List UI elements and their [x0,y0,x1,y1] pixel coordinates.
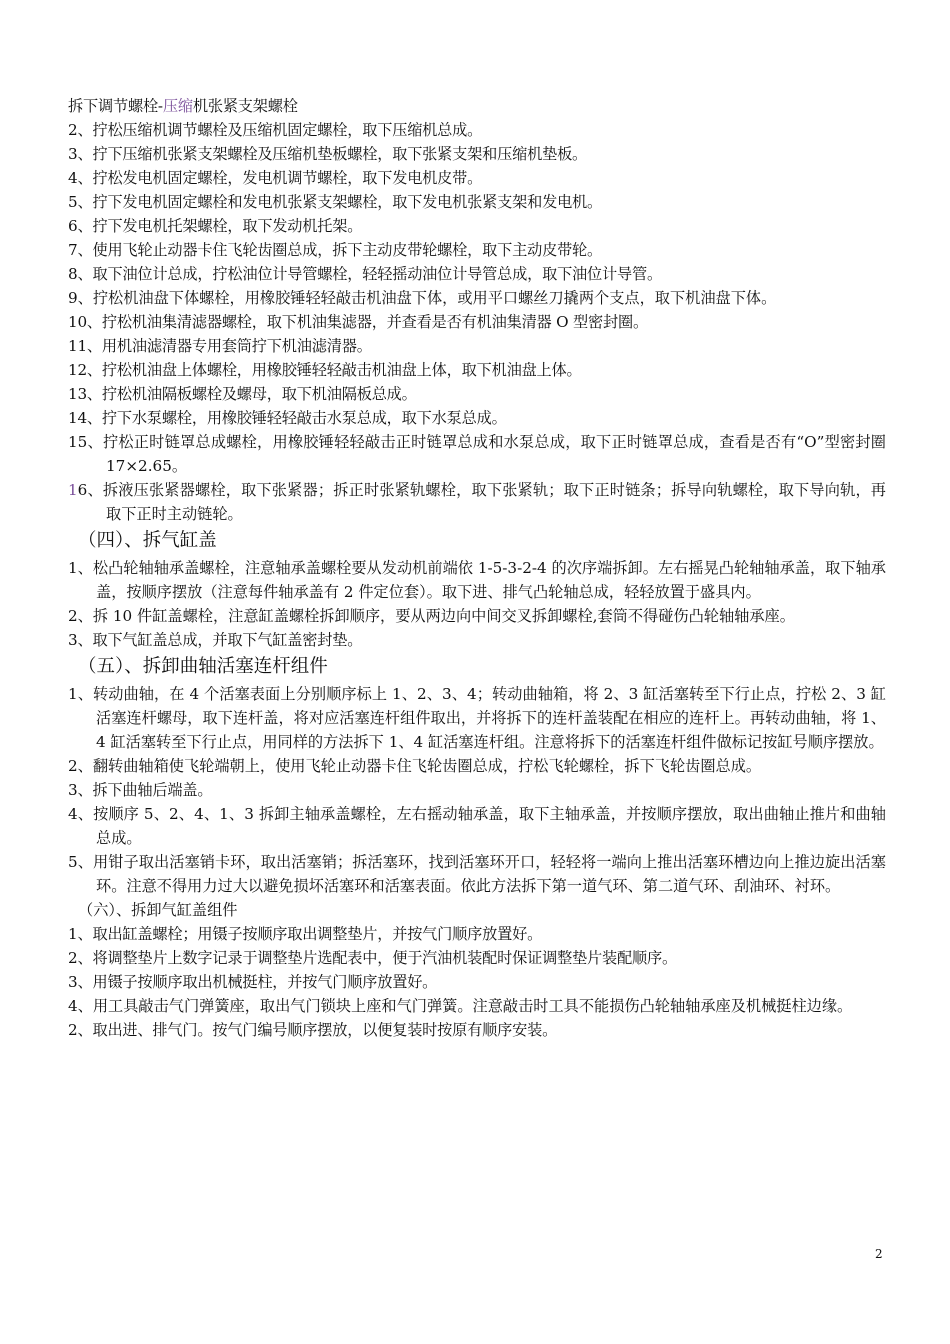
step-4: 4、拧松发电机固定螺栓，发电机调节螺栓，取下发电机皮带。 [68,169,483,187]
highlighted-text: 压缩 [162,97,193,115]
section-heading-5: （五）、拆卸曲轴活塞连杆组件 [78,656,328,677]
section-heading-4: （四）、拆气缸盖 [78,530,217,551]
step-8: 8、取下油位计总成，拧松油位计导管螺栓，轻轻摇动油位计导管总成，取下油位计导管。 [68,265,662,283]
section6-step-2: 2、将调整垫片上数字记录于调整垫片选配表中，便于汽油机装配时保证调整垫片装配顺序。 [68,949,677,967]
page-number: 2 [875,1247,883,1261]
section4-step-1: 1、松凸轮轴轴承盖螺栓，注意轴承盖螺栓要从发动机前端依 1-5-3-2-4 的次序端拆卸。左右摇晃凸轮轴轴承盖，取下轴承盖，按顺序摆放（注意每件轴承盖有 2 件定位套）。取下进、排气凸轮轴总成，轻轻放置于盛具内。 [68,559,886,601]
step-9: 9、拧松机油盘下体螺栓，用橡胶锤轻轻敲击机油盘下体，或用平口螺丝刀撬两个支点，取下机油盘下体。 [68,289,777,307]
section6-step-3: 3、用镊子按顺序取出机械挺柱，并按气门顺序放置好。 [68,973,438,991]
step-7: 7、使用飞轮止动器卡住飞轮齿圈总成，拆下主动皮带轮螺栓，取下主动皮带轮。 [68,241,603,259]
section-heading-6: （六）、拆卸气缸盖组件 [78,901,238,919]
section5-step-5: 5、用钳子取出活塞销卡环，取出活塞销；拆活塞环，找到活塞环开口，轻轻将一端向上推出活塞环槽边向上推边旋出活塞环。注意不得用力过大以避免损坏活塞环和活塞表面。依此方法拆下第一道气环、第二道气环、刮油环、衬环。 [68,853,886,895]
highlighted-text: 1 [68,481,78,499]
step-2: 2、拧松压缩机调节螺栓及压缩机固定螺栓，取下压缩机总成。 [68,121,483,139]
section6-step-1: 1、取出缸盖螺栓；用镊子按顺序取出调整垫片，并按气门顺序放置好。 [68,925,543,943]
step-11: 11、用机油滤清器专用套筒拧下机油滤清器。 [68,337,372,355]
text-run: 机张紧支架螺栓 [192,97,298,115]
section5-step-1: 1、转动曲轴，在 4 个活塞表面上分别顺序标上 1、2、3、4；转动曲轴箱，将 2、3 缸活塞转至下行止点，拧松 2、3 缸活塞连杆螺母，取下连杆盖，将对应活塞连杆组件取出，并将拆下的连杆盖装配在相应的连杆上。再转动曲轴，将 1、4 缸活塞转至下行止点，用同样的方法拆下 1、4 缸活塞连杆组。注意将拆下的活塞连杆组件做标记按缸号顺序摆放。 [68,685,886,751]
step-10: 10、拧松机油集清滤器螺栓，取下机油集滤器，并查看是否有机油集清器 O 型密封圈。 [68,313,648,331]
section5-step-2: 2、翻转曲轴箱使飞轮端朝上，使用飞轮止动器卡住飞轮齿圈总成，拧松飞轮螺栓，拆下飞轮齿圈总成。 [68,757,762,775]
step-15: 15、拧松正时链罩总成螺栓，用橡胶锤轻轻敲击正时链罩总成和水泵总成，取下正时链罩总成，查看是否有“O”型密封圈 17×2.65。 [68,433,886,475]
step-5: 5、拧下发电机固定螺栓和发电机张紧支架螺栓，取下发电机张紧支架和发电机。 [68,193,603,211]
step-3: 3、拧下压缩机张紧支架螺栓及压缩机垫板螺栓，取下张紧支架和压缩机垫板。 [68,145,588,163]
step-14: 14、拧下水泵螺栓，用橡胶锤轻轻敲击水泵总成，取下水泵总成。 [68,409,507,427]
section4-step-3: 3、取下气缸盖总成，并取下气缸盖密封垫。 [68,631,363,649]
text-line [68,94,886,118]
step-6: 6、拧下发电机托架螺栓，取下发动机托架。 [68,217,363,235]
text-run: 6、拆液压张紧器螺栓，取下张紧器；拆正时张紧轨螺栓，取下张紧轨；取下正时链条；拆导向轨螺栓，取下导向轨，再取下正时主动链轮。 [77,481,886,523]
section5-step-3: 3、拆下曲轴后端盖。 [68,781,213,799]
step-12: 12、拧松机油盘上体螺栓，用橡胶锤轻轻敲击机油盘上体，取下机油盘上体。 [68,361,582,379]
section6-step-4: 4、用工具敲击气门弹簧座，取出气门锁块上座和气门弹簧。注意敲击时工具不能损伤凸轮轴轴承座及机械挺柱边缘。 [68,997,853,1015]
text-run: 拆下调节螺栓- [68,97,163,115]
section5-step-4: 4、按顺序 5、2、4、1、3 拆卸主轴承盖螺栓，左右摇动轴承盖，取下主轴承盖，并按顺序摆放，取出曲轴止推片和曲轴总成。 [68,805,886,847]
section4-step-2: 2、拆 10 件缸盖螺栓，注意缸盖螺栓拆卸顺序，要从两边向中间交叉拆卸螺栓,套筒不得碰伤凸轮轴轴承座。 [68,607,795,625]
step-16 [68,478,886,526]
section6-step-5: 2、取出进、排气门。按气门编号顺序摆放，以便复装时按原有顺序安装。 [68,1021,558,1039]
step-13: 13、拧松机油隔板螺栓及螺母，取下机油隔板总成。 [68,385,417,403]
document-page [68,94,886,1042]
